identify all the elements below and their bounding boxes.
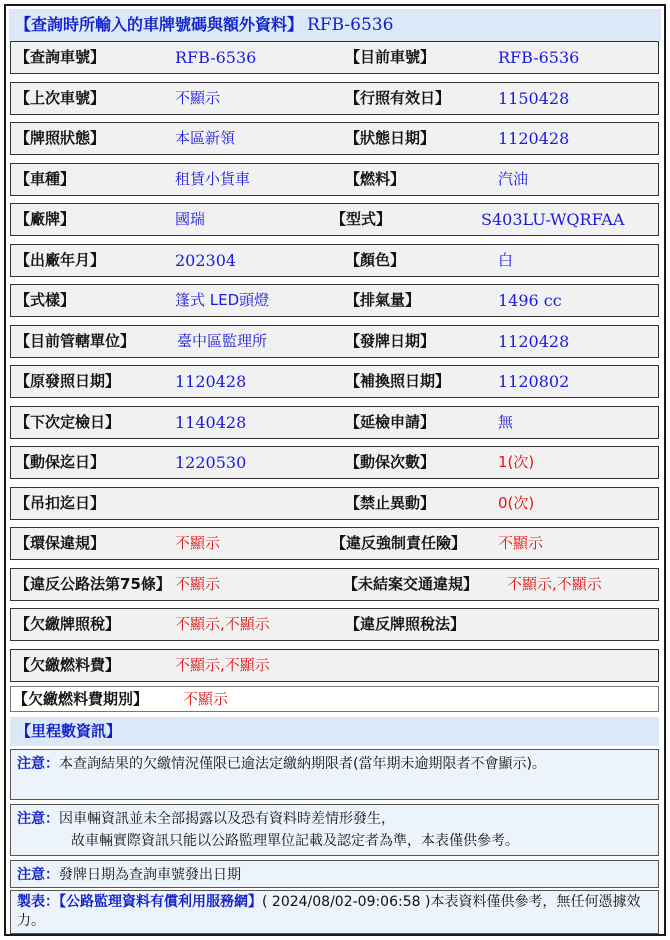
field-value: 1120428 [498, 129, 570, 148]
field-value: RFB-6536 [175, 48, 257, 67]
info-row [10, 527, 659, 560]
field-label: 【補換照日期】 [345, 372, 451, 390]
field-label: 【目前管轄單位】 [15, 331, 136, 350]
query-header-title: 【查詢時所輸入的車牌號碼與額外資料】 [15, 15, 304, 34]
field-label: 【延檢申請】 [345, 412, 436, 431]
field-value: 不顯示,不顯示 [175, 655, 270, 674]
field-label: 【車種】 [15, 169, 76, 188]
footer-timestamp: ( 2024/08/02-09:06:58 ) [262, 894, 431, 910]
field-label: 【下次定檢日】 [15, 412, 121, 431]
field-value: 不顯示 [175, 534, 221, 552]
field-label: 【顏色】 [345, 250, 406, 269]
note-issue-date-text: 發牌日期為查詢車號發出日期 [59, 867, 241, 883]
field-value: 1120428 [175, 372, 247, 391]
footer-tail: 本表資料僅供參考，無任何憑據效力。 [17, 894, 641, 929]
fuel-fee-period-row [10, 686, 659, 712]
field-value: 1(次) [498, 453, 535, 471]
fuel-fee-period-value: 不顯示 [183, 690, 229, 708]
field-value: 不顯示 [498, 534, 544, 552]
footer-service-link[interactable]: 【公路監理資料有償利用服務網】 [59, 894, 262, 910]
field-value: 1496 cc [498, 291, 562, 310]
footer-lead: 製表： [17, 894, 59, 910]
info-row [10, 649, 659, 682]
field-value: RFB-6536 [498, 48, 580, 67]
note-arrears-lead: 注意： [17, 756, 59, 772]
note-disclaimer-lead: 注意： [17, 811, 59, 827]
field-label: 【燃料】 [345, 169, 406, 188]
field-label: 【違反強制責任險】 [331, 534, 467, 552]
query-header [9, 9, 661, 41]
note-issue-date-lead: 注意： [17, 867, 59, 883]
field-value: 本區新領 [175, 129, 236, 147]
field-label: 【廠牌】 [15, 210, 76, 228]
field-value: 1150428 [498, 88, 570, 108]
field-value: 1120428 [498, 331, 570, 351]
field-label: 【違反公路法第75條】 [15, 574, 171, 593]
info-row [10, 406, 659, 439]
info-row [10, 203, 659, 236]
field-value: S403LU-WQRFAA [481, 210, 625, 229]
field-value: 無 [498, 412, 514, 431]
field-label: 【環保違規】 [15, 534, 106, 552]
info-row [10, 568, 659, 601]
field-label: 【式樣】 [15, 291, 76, 309]
field-value: 國瑞 [175, 210, 206, 228]
field-value: 不顯示 [175, 574, 221, 593]
field-value: 租賃小貨車 [175, 169, 251, 188]
field-label: 【狀態日期】 [345, 129, 436, 147]
field-value: 臺中區監理所 [177, 331, 268, 350]
vehicle-info-sheet [4, 4, 666, 936]
field-label: 【動保迄日】 [15, 453, 106, 471]
field-value: 0(次) [498, 493, 535, 512]
field-label: 【吊扣迄日】 [15, 493, 106, 512]
field-value: 202304 [175, 250, 237, 270]
field-value: 1140428 [175, 412, 247, 432]
field-label: 【未結案交通違規】 [343, 574, 479, 593]
field-value: 白 [498, 250, 514, 269]
field-label: 【查詢車號】 [15, 48, 106, 66]
field-label: 【出廠年月】 [15, 250, 106, 269]
note-arrears-text: 本查詢結果的欠繳情況僅限已逾法定繳納期限者(當年期未逾期限者不會顯示)。 [59, 756, 546, 772]
field-value: 汽油 [498, 169, 529, 188]
note-disclaimer [10, 804, 659, 856]
fuel-fee-period-label: 【欠繳燃料費期別】 [13, 690, 149, 708]
field-value: 不顯示 [175, 88, 221, 107]
info-row [10, 365, 659, 398]
field-label: 【上次車號】 [15, 88, 106, 107]
info-row [10, 284, 659, 317]
info-row [10, 487, 659, 520]
note-disclaimer-line2: 故車輛實際資訊只能以公路監理單位記載及認定者為準，本表僅供參考。 [71, 833, 519, 849]
note-disclaimer-line1: 因車輛資訊並未全部揭露以及恐有資料時差情形發生， [59, 811, 395, 827]
query-header-plate: RFB-6536 [307, 15, 394, 35]
info-row [10, 325, 659, 358]
field-label: 【牌照狀態】 [15, 129, 106, 147]
info-row [10, 82, 659, 115]
info-row [10, 122, 659, 155]
field-label: 【禁止異動】 [345, 493, 436, 512]
field-label: 【行照有效日】 [345, 88, 451, 107]
field-label: 【排氣量】 [345, 291, 421, 309]
field-label: 【發牌日期】 [345, 331, 436, 350]
field-label: 【動保次數】 [345, 453, 436, 471]
info-row [10, 41, 659, 74]
field-label: 【欠繳燃料費】 [15, 655, 121, 674]
field-value: 1220530 [175, 453, 247, 472]
mileage-section-title: 【里程數資訊】 [10, 717, 659, 746]
field-value: 1120802 [498, 372, 570, 391]
field-value: 篷式 LED頭燈 [175, 291, 270, 309]
field-label: 【型式】 [331, 210, 392, 228]
field-value: 不顯示,不顯示 [507, 574, 602, 593]
note-arrears [10, 749, 659, 800]
field-label: 【欠繳牌照稅】 [15, 615, 121, 633]
footer-note [10, 890, 659, 934]
info-row [10, 446, 659, 479]
field-label: 【原發照日期】 [15, 372, 121, 390]
info-row [10, 163, 659, 196]
field-label: 【違反牌照稅法】 [345, 615, 466, 633]
note-issue-date [10, 860, 659, 888]
field-label: 【目前車號】 [345, 48, 436, 66]
info-row [10, 608, 659, 641]
info-row [10, 244, 659, 277]
field-value: 不顯示,不顯示 [175, 615, 270, 633]
